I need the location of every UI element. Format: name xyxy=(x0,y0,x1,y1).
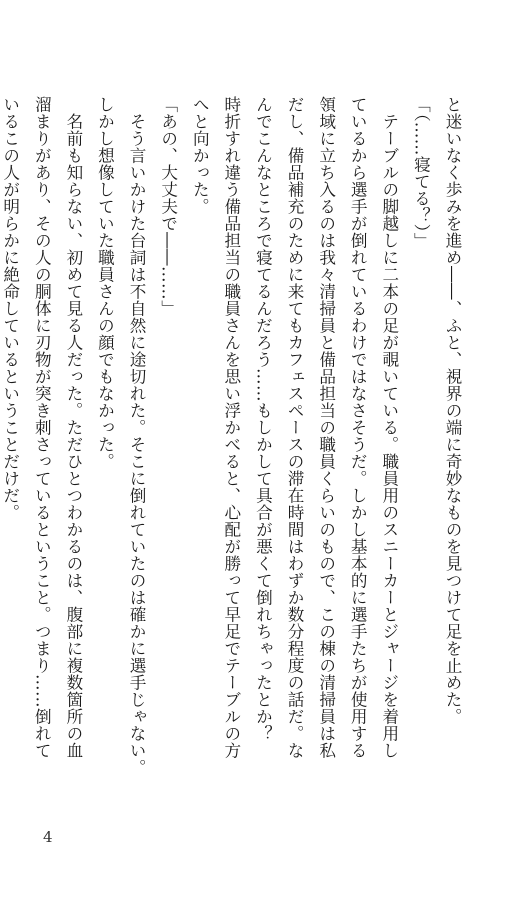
text-line: しかし想像していた職員さんの顔でもなかった。 xyxy=(95,96,115,470)
text-line: 名前も知らない、初めて見る人だった。ただひとつわかるのは、腹部に複数箇所の血 xyxy=(63,96,83,759)
text-line: だし、備品補充のために来てもカフェスペースの滞在時間はわずか数分程度の話だ。な xyxy=(285,96,305,759)
text-line: んでこんなところで寝てるんだろう……もしかして具合が悪くて倒れちゃったとか？ xyxy=(253,96,273,742)
text-line: と迷いなく歩みを進め――、ふと、視界の端に奇妙なものを見つけて足を止めた。 xyxy=(443,96,462,725)
text-line: テーブルの脚越しに二本の足が覗いている。職員用のスニーカーとジャージを着用し xyxy=(379,96,399,759)
text-line: へと向かった。 xyxy=(190,96,210,215)
text-line: 「（……寝てる？）」 xyxy=(411,96,431,250)
vertical-text-body xyxy=(0,96,468,816)
text-line: 「あの、大丈夫で――……」 xyxy=(158,96,178,317)
text-line: 領域に立ち入るのは我々清掃員と備品担当の職員くらいのもので、この棟の清掃員は私 xyxy=(316,96,336,759)
text-line: いるこの人が明らかに絶命しているということだけだ。 xyxy=(0,96,20,521)
text-line: 時折すれ違う備品担当の職員さんを思い浮かべると、心配が勝って早足でテーブルの方 xyxy=(221,96,241,759)
page-number: 4 xyxy=(43,828,53,846)
text-line: そう言いかけた台詞は不自然に途切れた。そこに倒れていたのは確かに選手じゃない。 xyxy=(127,96,147,776)
text-line: ているから選手が倒れているわけではなさそうだ。しかし基本的に選手たちが使用する xyxy=(348,96,368,759)
text-line: 溜まりがあり、その人の胴体に刃物が突き刺さっているということ。つまり……倒れて xyxy=(32,96,52,759)
